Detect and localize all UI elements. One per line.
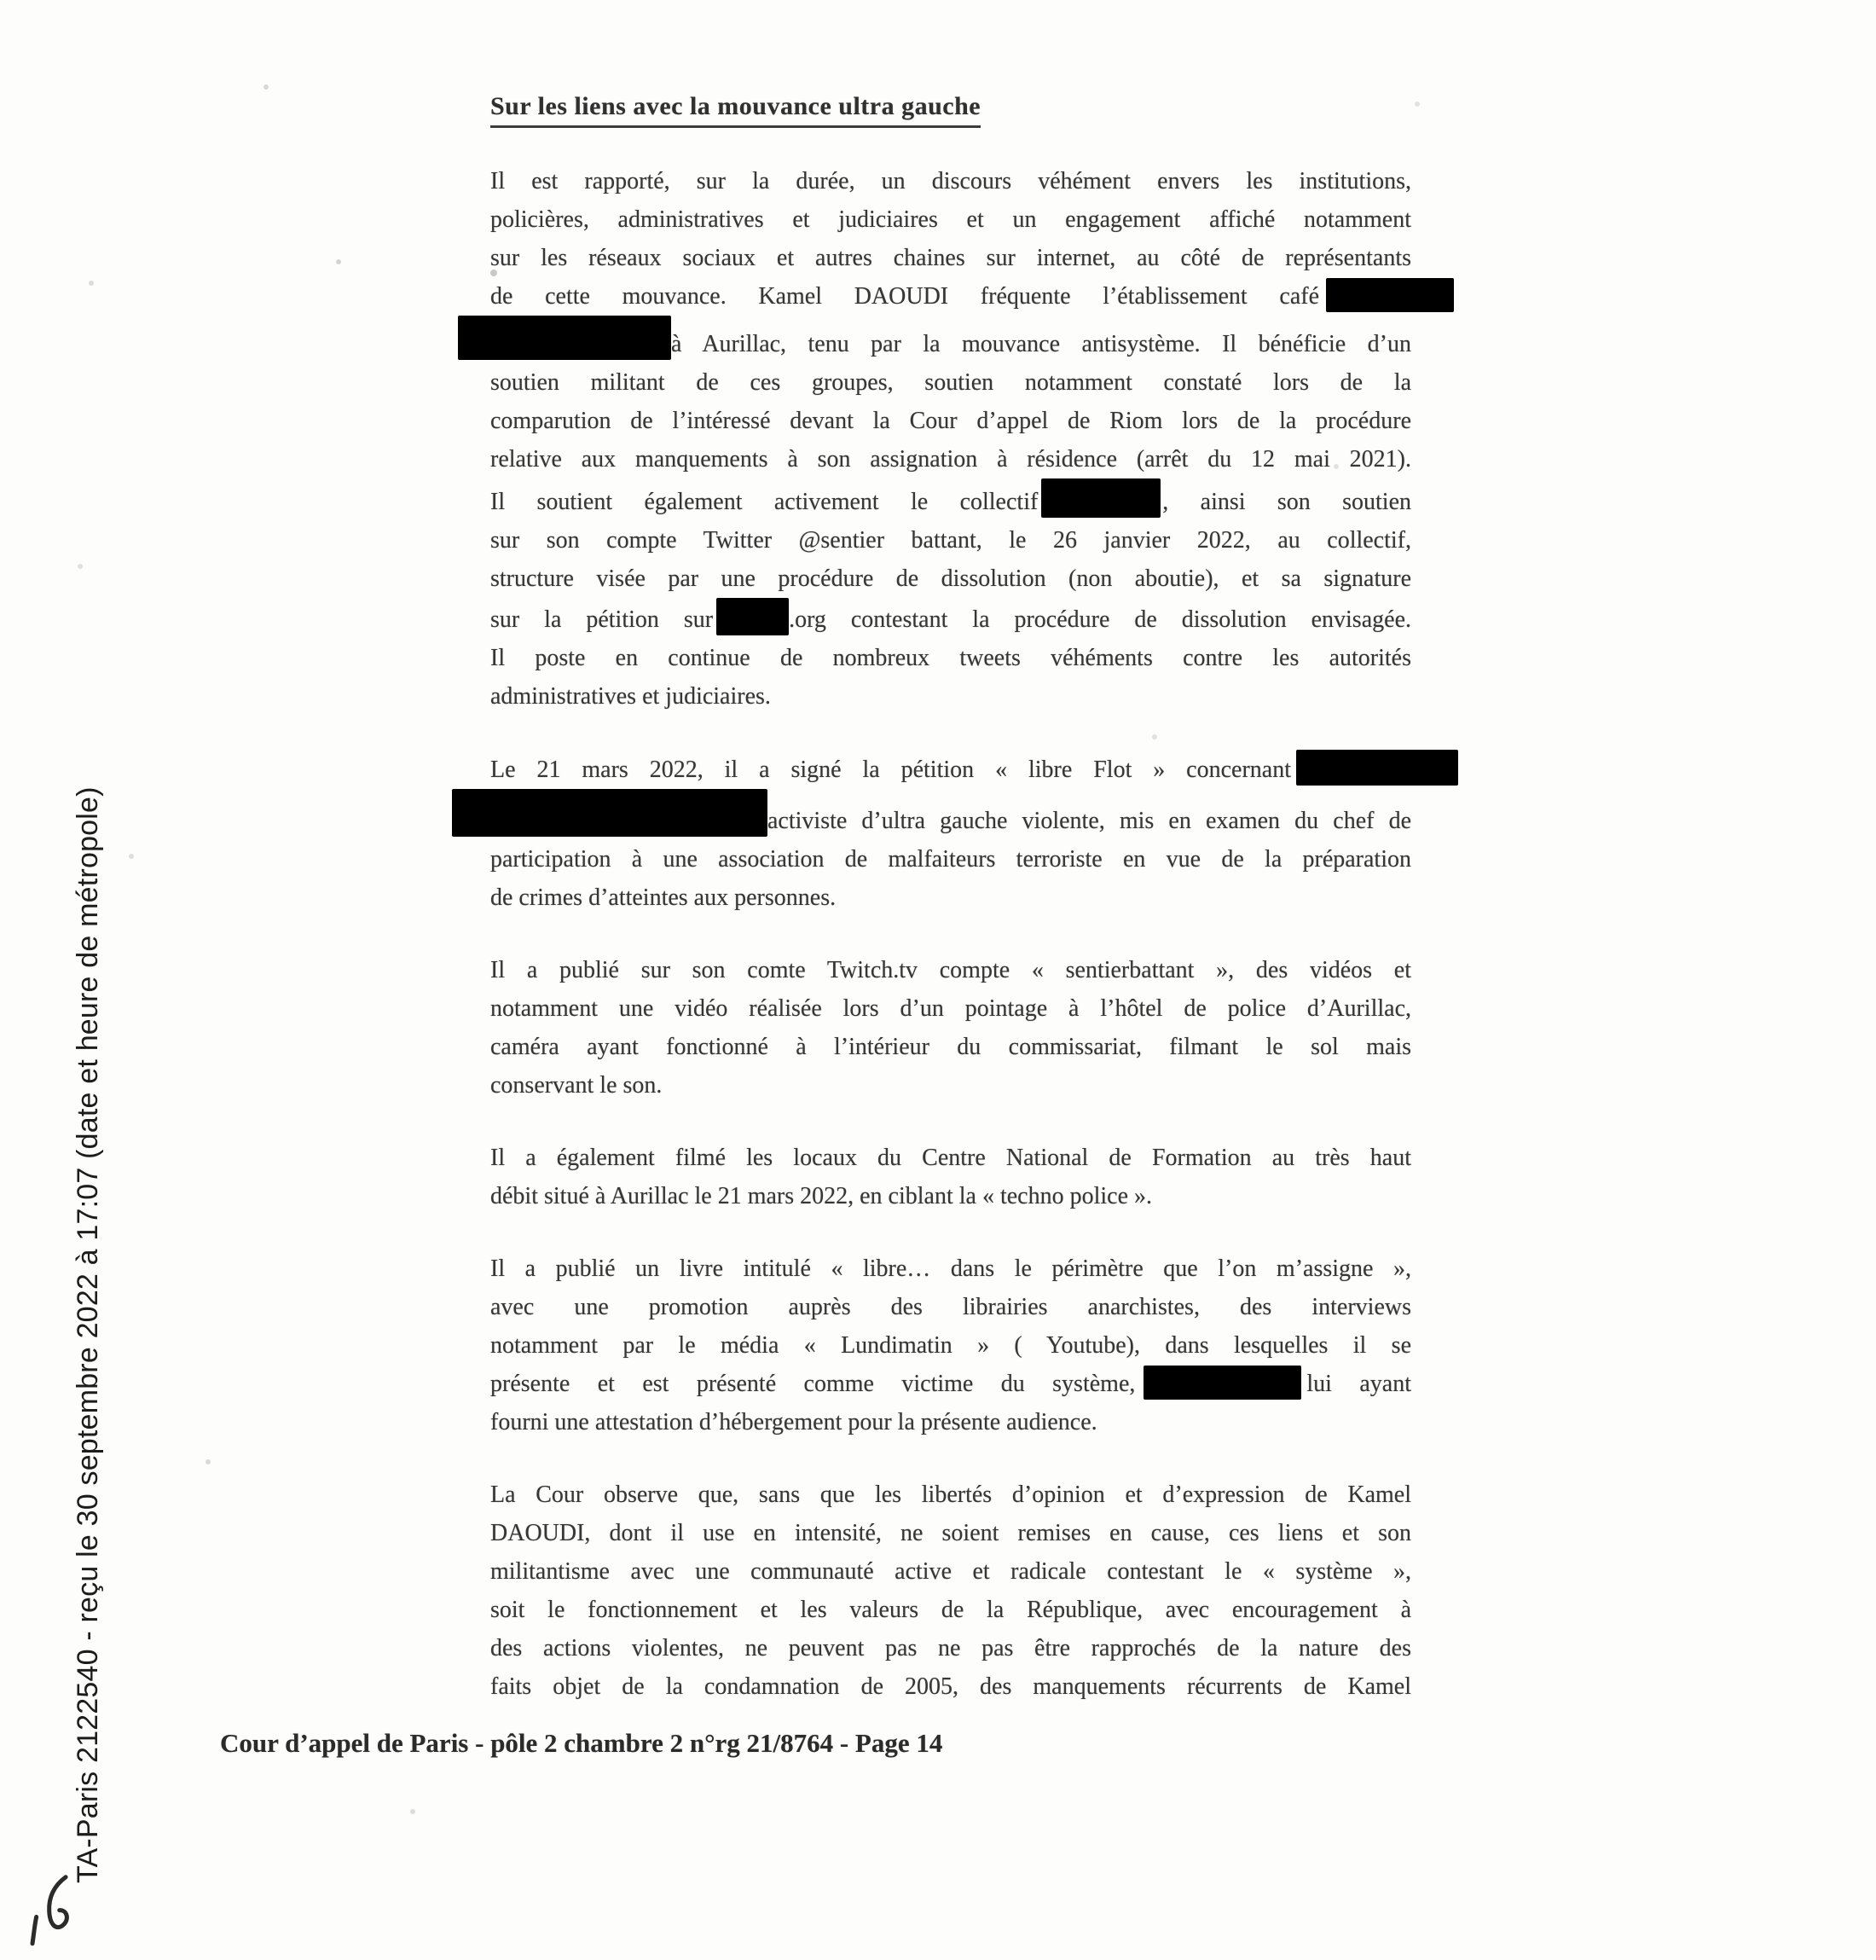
text-line [490,478,1411,521]
text-line [490,639,1411,677]
text-line [490,677,1411,716]
text-line [490,1591,1411,1629]
text-segment: , ainsi son soutien [1162,489,1411,515]
document-text-block [490,92,1411,1740]
text-line [490,560,1411,598]
text-segment: participation à une association de malfaiteurs terroriste en vue de la préparation [490,846,1411,873]
paragraph [490,1139,1411,1215]
text-line [490,1476,1411,1514]
text-line [490,1066,1411,1105]
text-segment: présente et est présenté comme victime du système, [490,1371,1136,1397]
text-segment: de crimes d’atteintes aux personnes. [490,884,837,911]
text-segment: Il a publié sur son comte Twitch.tv compte « sentierbattant », des vidéos et [490,957,1411,983]
redaction-box [1041,478,1161,518]
text-segment: conservant le son. [490,1072,663,1099]
text-segment: de cette mouvance. Kamel DAOUDI fréquente l’établissement café [490,283,1319,310]
text-line [490,1552,1411,1591]
handwritten-mark [12,1864,94,1960]
text-line [490,1326,1411,1365]
redaction-box [1296,750,1458,786]
text-segment: soit le fonctionnement et les valeurs de la République, avec encouragement à [490,1597,1411,1623]
text-segment: notamment une vidéo réalisée lors d’un pointage à l’hôtel de police d’Aurillac, [490,995,1411,1022]
text-segment: soutien militant de ces groupes, soutien notamment constaté lors de la [490,369,1411,396]
scan-speckles [0,0,3,3]
text-segment: relative aux manquements à son assignation à résidence (arrêt du 12 mai 2021). [490,446,1411,473]
fax-stamp-vertical-text: TA-Paris 2122540 - reçu le 30 septembre 2022 à 17:07 (date et heure de métropole) [72,786,104,1883]
page-footer: Cour d’appel de Paris - pôle 2 chambre 2 n°rg 21/8764 - Page 14 [220,1728,943,1758]
text-segment: Le 21 mars 2022, il a signé la pétition « libre Flot » concernant [490,757,1291,783]
text-line [490,840,1411,879]
text-segment: lui ayant [1306,1371,1411,1397]
text-segment: fourni une attestation d’hébergement pour la présente audience. [490,1409,1097,1435]
section-heading: Sur les liens avec la mouvance ultra gauche [490,92,981,128]
text-segment: faits objet de la condamnation de 2005, des manquements récurrents de Kamel [490,1673,1411,1700]
text-line [490,200,1411,239]
text-line [490,162,1411,200]
text-line [490,1028,1411,1066]
text-segment: Il a également filmé les locaux du Centre National de Formation au très haut [490,1145,1411,1171]
paragraph [490,951,1411,1105]
redaction-box [452,789,767,837]
text-line [490,1177,1411,1215]
text-segment: des actions violentes, ne peuvent pas ne pas être rapprochés de la nature des [490,1635,1411,1661]
text-line [490,402,1411,440]
paragraph [490,1476,1411,1706]
text-segment: notamment par le média « Lundimatin » ( Youtube), dans lesquelles il se [490,1332,1411,1359]
text-segment: à Aurillac, tenu par la mouvance antisystème. Il bénéficie d’un [671,331,1411,357]
text-line [490,951,1411,989]
paragraph [490,162,1411,716]
text-line [490,1365,1411,1403]
text-line [490,1139,1411,1177]
text-line [490,598,1411,639]
text-line [490,277,1411,316]
text-line [490,1403,1411,1441]
document-body [490,162,1411,1706]
text-segment: La Cour observe que, sans que les libertés d’opinion et d’expression de Kamel [490,1482,1411,1508]
text-line [490,239,1411,277]
text-line [490,1629,1411,1667]
text-segment: structure visée par une procédure de dissolution (non aboutie), et sa signature [490,565,1411,592]
text-line [490,750,1411,789]
text-line [490,521,1411,560]
text-segment: avec une promotion auprès des librairies anarchistes, des interviews [490,1294,1411,1320]
redaction-box [1326,278,1454,312]
text-line [490,1514,1411,1552]
text-segment: .org contestant la procédure de dissolution envisagée. [789,606,1411,633]
text-segment: DAOUDI, dont il use en intensité, ne soient remises en cause, ces liens et son [490,1520,1411,1546]
text-line [490,989,1411,1028]
text-segment: débit situé à Aurillac le 21 mars 2022, en ciblant la « techno police ». [490,1183,1153,1209]
text-line [490,879,1411,917]
text-line [490,1667,1411,1706]
text-line [490,316,1411,363]
text-segment: sur la pétition sur [490,606,714,633]
text-segment: Il soutient également activement le collectif [490,489,1039,515]
text-segment: policières, administratives et judiciaires et un engagement affiché notamment [490,206,1411,233]
text-segment: Il a publié un livre intitulé « libre… dans le périmètre que l’on m’assigne », [490,1255,1411,1282]
paragraph [490,1250,1411,1441]
text-segment: caméra ayant fonctionné à l’intérieur du commissariat, filmant le sol mais [490,1034,1411,1060]
text-line [490,440,1411,478]
text-line [490,789,1411,840]
text-segment: activiste d’ultra gauche violente, mis en examen du chef de [767,808,1411,834]
text-segment: Il poste en continue de nombreux tweets véhéments contre les autorités [490,645,1411,671]
text-segment: sur son compte Twitter @sentier battant, le 26 janvier 2022, au collectif, [490,527,1411,554]
redaction-box [716,598,789,635]
text-segment: administratives et judiciaires. [490,683,771,710]
text-line [490,1250,1411,1288]
paragraph [490,750,1411,917]
text-segment: militantisme avec une communauté active et radicale contestant le « système », [490,1558,1411,1585]
text-segment: comparution de l’intéressé devant la Cour d’appel de Riom lors de la procédure [490,408,1411,434]
text-segment: sur les réseaux sociaux et autres chaines sur internet, au côté de représentants [490,245,1411,271]
redaction-box [458,316,671,360]
text-segment: Il est rapporté, sur la durée, un discours véhément envers les institutions, [490,168,1411,194]
text-line [490,1288,1411,1326]
redaction-box [1144,1366,1301,1400]
text-line [490,363,1411,402]
